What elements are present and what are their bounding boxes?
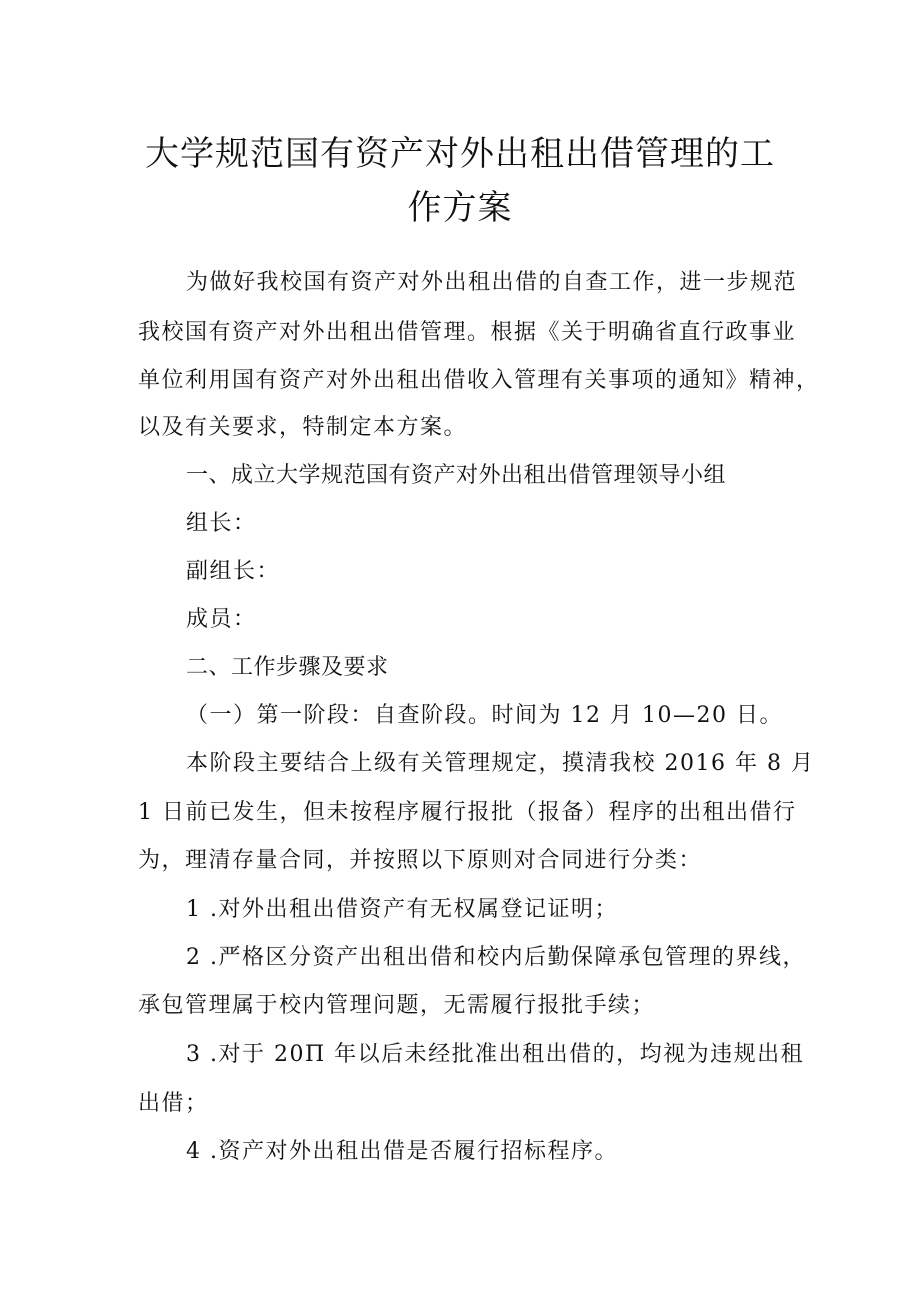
- stage1-body-line-1: 本阶段主要结合上级有关管理规定，摸清我校 2016 年 8 月: [186, 751, 815, 776]
- intro-line-3: 单位利用国有资产对外出租出借收入管理有关事项的通知》精神，: [138, 368, 820, 393]
- document-title-line-2: 作方案: [407, 188, 513, 228]
- list-item-3-line-1: 3 .对于 20П 年以后未经批准出租出借的，均视为违规出租: [186, 1042, 805, 1067]
- members-label: 成员：: [186, 607, 257, 632]
- list-item-2-line-1: 2 .严格区分资产出租出借和校内后勤保障承包管理的界线，: [186, 945, 806, 970]
- stage1-body-line-2: 1 日前已发生，但未按程序履行报批（报备）程序的出租出借行: [138, 800, 797, 825]
- leader-label: 组长：: [186, 511, 257, 536]
- list-item-1: 1 .对外出租出借资产有无权属登记证明；: [186, 897, 618, 922]
- list-item-4: 4 .资产对外出租出借是否履行招标程序。: [186, 1139, 618, 1164]
- section2-heading: 二、工作步骤及要求: [186, 655, 389, 680]
- intro-line-4: 以及有关要求，特制定本方案。: [138, 415, 468, 440]
- stage1-heading: （一）第一阶段：自查阶段。时间为 12 月 10—20 日。: [186, 703, 783, 728]
- intro-line-2: 我校国有资产对外出租出借管理。根据《关于明确省直行政事业: [138, 320, 797, 345]
- document-title-line-1: 大学规范国有资产对外出租出借管理的工: [145, 134, 775, 174]
- list-item-3-line-2: 出借；: [138, 1091, 209, 1116]
- list-item-2-line-2: 承包管理属于校内管理问题，无需履行报批手续；: [138, 993, 656, 1018]
- deputy-leader-label: 副组长：: [186, 559, 281, 584]
- section1-heading: 一、成立大学规范国有资产对外出租出借管理领导小组: [186, 463, 727, 488]
- intro-line-1: 为做好我校国有资产对外出租出借的自查工作，进一步规范: [186, 270, 798, 295]
- stage1-body-line-3: 为，理清存量合同，并按照以下原则对合同进行分类：: [138, 848, 703, 873]
